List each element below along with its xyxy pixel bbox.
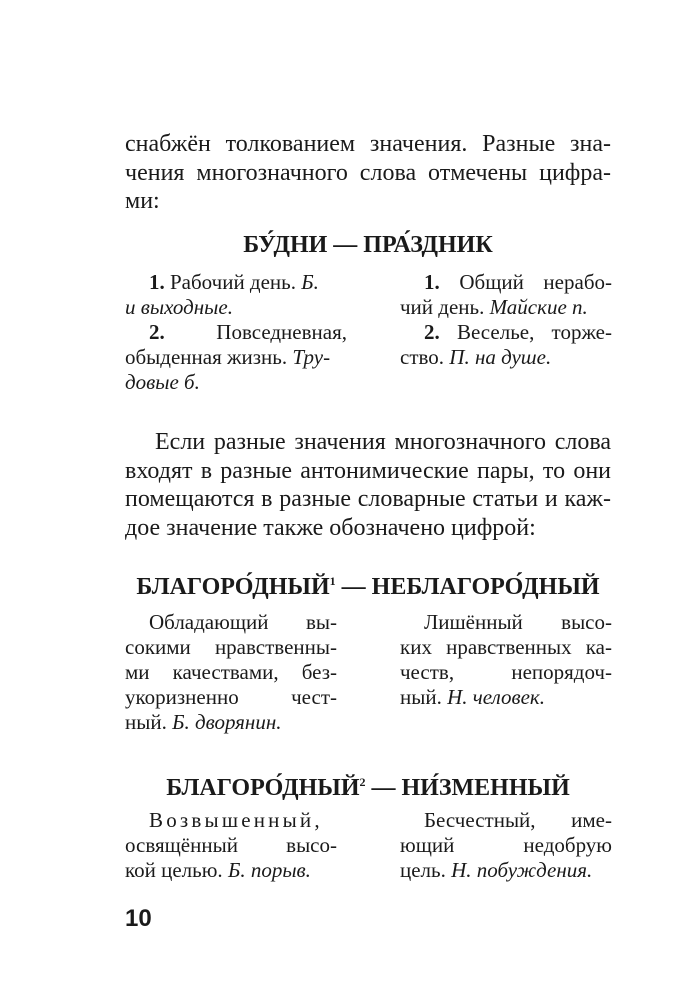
example-text: Б. порыв. <box>227 858 311 882</box>
example-text: Б. дворянин. <box>172 710 282 734</box>
example-text: Н. побуждения. <box>451 858 593 882</box>
definition-line: освящённый высо- <box>125 833 337 857</box>
entry-nizmenny-definition <box>400 808 612 883</box>
definition-text: обыденная жизнь. <box>125 345 293 369</box>
definition-line <box>400 320 612 345</box>
page-number: 10 <box>125 905 152 932</box>
sense-number: 1. <box>424 270 440 294</box>
intro-paragraph <box>125 130 611 216</box>
entry-heading-blagorodny-2 <box>125 775 611 802</box>
definition-line <box>125 320 347 345</box>
text-line: Если разные значения многозначного слова <box>155 429 611 455</box>
definition-line <box>400 858 612 883</box>
definition-text: ный. <box>400 685 448 709</box>
definition-line <box>125 858 337 883</box>
example-text: и выходные <box>125 295 228 319</box>
entry-blagorodny-2-definition <box>125 808 337 883</box>
example-text: Майские п. <box>489 295 588 319</box>
definition-line: сокими нравственны- <box>125 635 337 659</box>
example-line: довые б. <box>125 370 200 394</box>
text-line: помещаются в разные словарные статьи и каж- <box>125 486 611 512</box>
definition-text: цель. <box>400 858 452 882</box>
text-line: чения многозначного слова отмечены цифра- <box>125 159 611 186</box>
sense-number: 2. <box>149 320 165 344</box>
definition-line: Лишённый высо- <box>424 610 612 634</box>
example-text: Тру- <box>292 345 331 369</box>
definition-line: ми качествами, без- <box>125 660 337 684</box>
homonym-index: 1 <box>329 574 336 588</box>
entry-heading-blagorodny-1 <box>125 574 611 601</box>
definition-line: Бесчестный, име- <box>424 808 612 832</box>
definition-line <box>125 710 337 735</box>
definition-line <box>125 345 347 370</box>
definition-text: ный. <box>125 710 173 734</box>
definition-text: Рабочий день. <box>164 270 302 294</box>
sense-number: 1. <box>149 270 165 294</box>
definition-line <box>400 345 612 370</box>
text-line: входят в разные антонимические пары, то они <box>125 457 611 484</box>
definition-line: ких нравственных ка- <box>400 635 612 659</box>
definition-text: кой целью. <box>125 858 228 882</box>
definition-text: ство. <box>400 345 450 369</box>
definition-line: Возвышенный, <box>149 808 323 832</box>
entry-budni-definition <box>125 270 347 395</box>
definition-line: ющий недобрую <box>400 833 612 857</box>
definition-line <box>400 270 612 295</box>
definition-line <box>400 295 612 320</box>
definition-text: Веселье, торже- <box>439 320 612 344</box>
example-text: Н. человек. <box>447 685 545 709</box>
text-line: дое значение также обозначено цифрой: <box>125 514 536 541</box>
definition-line: укоризненно чест- <box>125 685 337 709</box>
definition-text: Общий нерабо- <box>439 270 612 294</box>
text-line: снабжён толкованием значения. Разные зна- <box>125 131 611 157</box>
definition-line <box>125 270 347 295</box>
definition-line <box>400 685 612 710</box>
example-line: и выходные. <box>125 295 233 319</box>
heading-word: БЛАГОРО́ДНЫЙ <box>136 574 330 600</box>
example-text: П. на душе. <box>449 345 552 369</box>
entry-neblagorodny-definition <box>400 610 612 710</box>
middle-paragraph <box>125 428 611 542</box>
heading-word: БЛАГОРО́ДНЫЙ <box>166 775 360 801</box>
entry-prazdnik-definition <box>400 270 612 370</box>
definition-line: честв, непорядоч- <box>400 660 612 684</box>
sense-number: 2. <box>424 320 440 344</box>
definition-line: Обладающий вы- <box>149 610 337 634</box>
example-text: Б. <box>301 270 319 294</box>
heading-word: — НЕБЛАГОРО́ДНЫЙ <box>335 574 600 600</box>
heading-word: — НИ́ЗМЕННЫЙ <box>365 775 570 801</box>
definition-text: Повседневная, <box>216 320 347 344</box>
entry-heading-budni: БУ́ДНИ — ПРА́ЗДНИК <box>243 232 493 258</box>
entry-blagorodny-1-definition <box>125 610 337 735</box>
text-line: ми: <box>125 188 160 214</box>
definition-text: чий день. <box>400 295 490 319</box>
homonym-index: 2 <box>359 775 366 789</box>
